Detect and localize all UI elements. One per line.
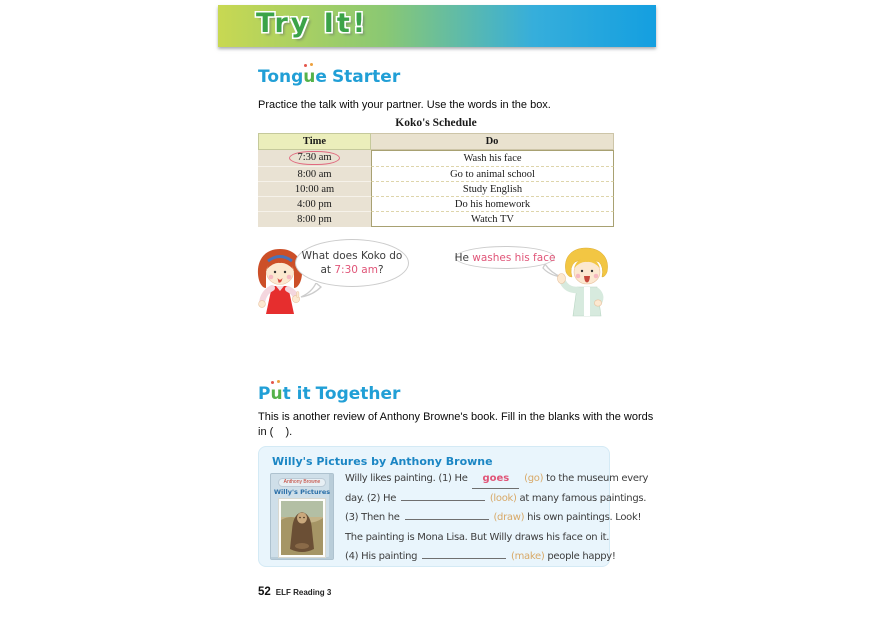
heading-text-word2: Together	[315, 384, 401, 404]
exercise-line	[345, 469, 649, 489]
heading-text-mid: t it	[282, 384, 311, 404]
put-it-together-instruction	[258, 410, 653, 440]
activity-cell: Wash his face	[371, 150, 614, 167]
time-cell: 10:00 am	[258, 182, 371, 197]
question-suffix: ?	[377, 264, 384, 276]
willy-pictures-box	[258, 446, 649, 567]
exercise-line	[345, 508, 642, 527]
time-cell: 8:00 am	[258, 167, 371, 182]
koko-schedule-table	[258, 133, 614, 227]
verb-hint: (go)	[524, 473, 544, 484]
circle-annotation: 7:30 am	[289, 151, 339, 165]
exercise-line: The painting is Mona Lisa. But Willy draws his face on it.	[345, 531, 610, 543]
question-line1	[302, 249, 403, 263]
tongue-starter-heading	[258, 67, 400, 87]
mona-lisa-painting	[278, 498, 326, 558]
question-text-pre: at	[320, 264, 335, 276]
table-row	[258, 150, 614, 167]
heading-text-pre: Tong	[258, 67, 304, 87]
boy-character-illustration	[554, 245, 618, 319]
exercise-text: his own paintings. Look!	[527, 512, 642, 524]
exercise-text: (4) His painting	[345, 550, 418, 562]
table-row	[258, 182, 614, 197]
blank-1-answered[interactable]: goes	[472, 469, 519, 489]
heading-text-mid: e	[315, 67, 327, 87]
painting-art-icon	[281, 501, 323, 555]
activity-cell: Watch TV	[371, 212, 614, 227]
blank-2[interactable]	[401, 489, 485, 501]
schedule-title: Koko's Schedule	[395, 117, 477, 129]
verb-hint: (make)	[511, 550, 545, 562]
exercise-text: people happy!	[547, 550, 616, 562]
book-cover-illustration	[270, 473, 334, 560]
heading-text-p: P	[258, 384, 271, 404]
exercise-text: to the museum every	[546, 473, 649, 484]
time-cell: 4:00 pm	[258, 197, 371, 212]
exercise-text: (3) Then he	[345, 512, 400, 524]
table-row	[258, 197, 614, 212]
question-highlight-text: 7:30 am	[334, 264, 378, 276]
page-footer	[258, 586, 331, 598]
column-header-time: Time	[258, 133, 371, 150]
exercise-line	[345, 489, 647, 508]
decorated-u-letter: u	[303, 67, 316, 87]
question-line2	[320, 263, 383, 277]
activity-cell: Do his homework	[371, 197, 614, 212]
instruction-line2: in ( ).	[258, 426, 293, 438]
put-it-together-heading	[258, 384, 400, 404]
activity-cell: Go to animal school	[371, 167, 614, 182]
bubble-tail-icon	[300, 283, 322, 299]
activity-cell: Study English	[371, 182, 614, 197]
table-row	[258, 167, 614, 182]
book-title-label: Willy's Pictures	[273, 488, 331, 496]
verb-hint: (look)	[489, 493, 517, 505]
question-speech-bubble	[295, 239, 409, 287]
exercise-text: day. (2) He	[345, 493, 397, 505]
tongue-starter-instruction: Practice the talk with your partner. Use the words in the box.	[258, 99, 551, 111]
question-text: What does Koko do	[301, 250, 403, 262]
column-header-do: Do	[371, 133, 614, 150]
banner-title: Try It!	[256, 8, 369, 39]
box-title: Willy's Pictures by Anthony Browne	[272, 455, 493, 468]
blank-4[interactable]	[422, 547, 506, 559]
blank-3[interactable]	[405, 508, 489, 520]
page-number: 52	[258, 586, 271, 598]
fill-in-exercise	[345, 469, 649, 566]
decorated-u-letter: u	[270, 384, 283, 404]
verb-hint: (draw)	[493, 512, 525, 524]
time-cell	[258, 150, 371, 167]
exercise-text: Willy likes painting. (1) He	[345, 473, 468, 484]
answer-text-pre: He	[454, 251, 473, 264]
book-author-label: Anthony Browne	[278, 478, 326, 487]
table-row	[258, 212, 614, 227]
answer-speech-bubble	[455, 246, 555, 269]
exercise-line	[345, 547, 616, 566]
section-banner	[218, 5, 656, 47]
instruction-line1: This is another review of Anthony Browne's book. Fill in the blanks with the words	[258, 411, 654, 423]
book-series-title: ELF Reading 3	[275, 588, 332, 597]
table-header-row	[258, 133, 614, 150]
time-cell: 8:00 pm	[258, 212, 371, 227]
exercise-text: at many famous paintings.	[519, 493, 647, 505]
answer-highlight-text: washes his face	[472, 251, 556, 264]
answer-line	[455, 252, 556, 264]
heading-text-word2: Starter	[331, 67, 401, 87]
